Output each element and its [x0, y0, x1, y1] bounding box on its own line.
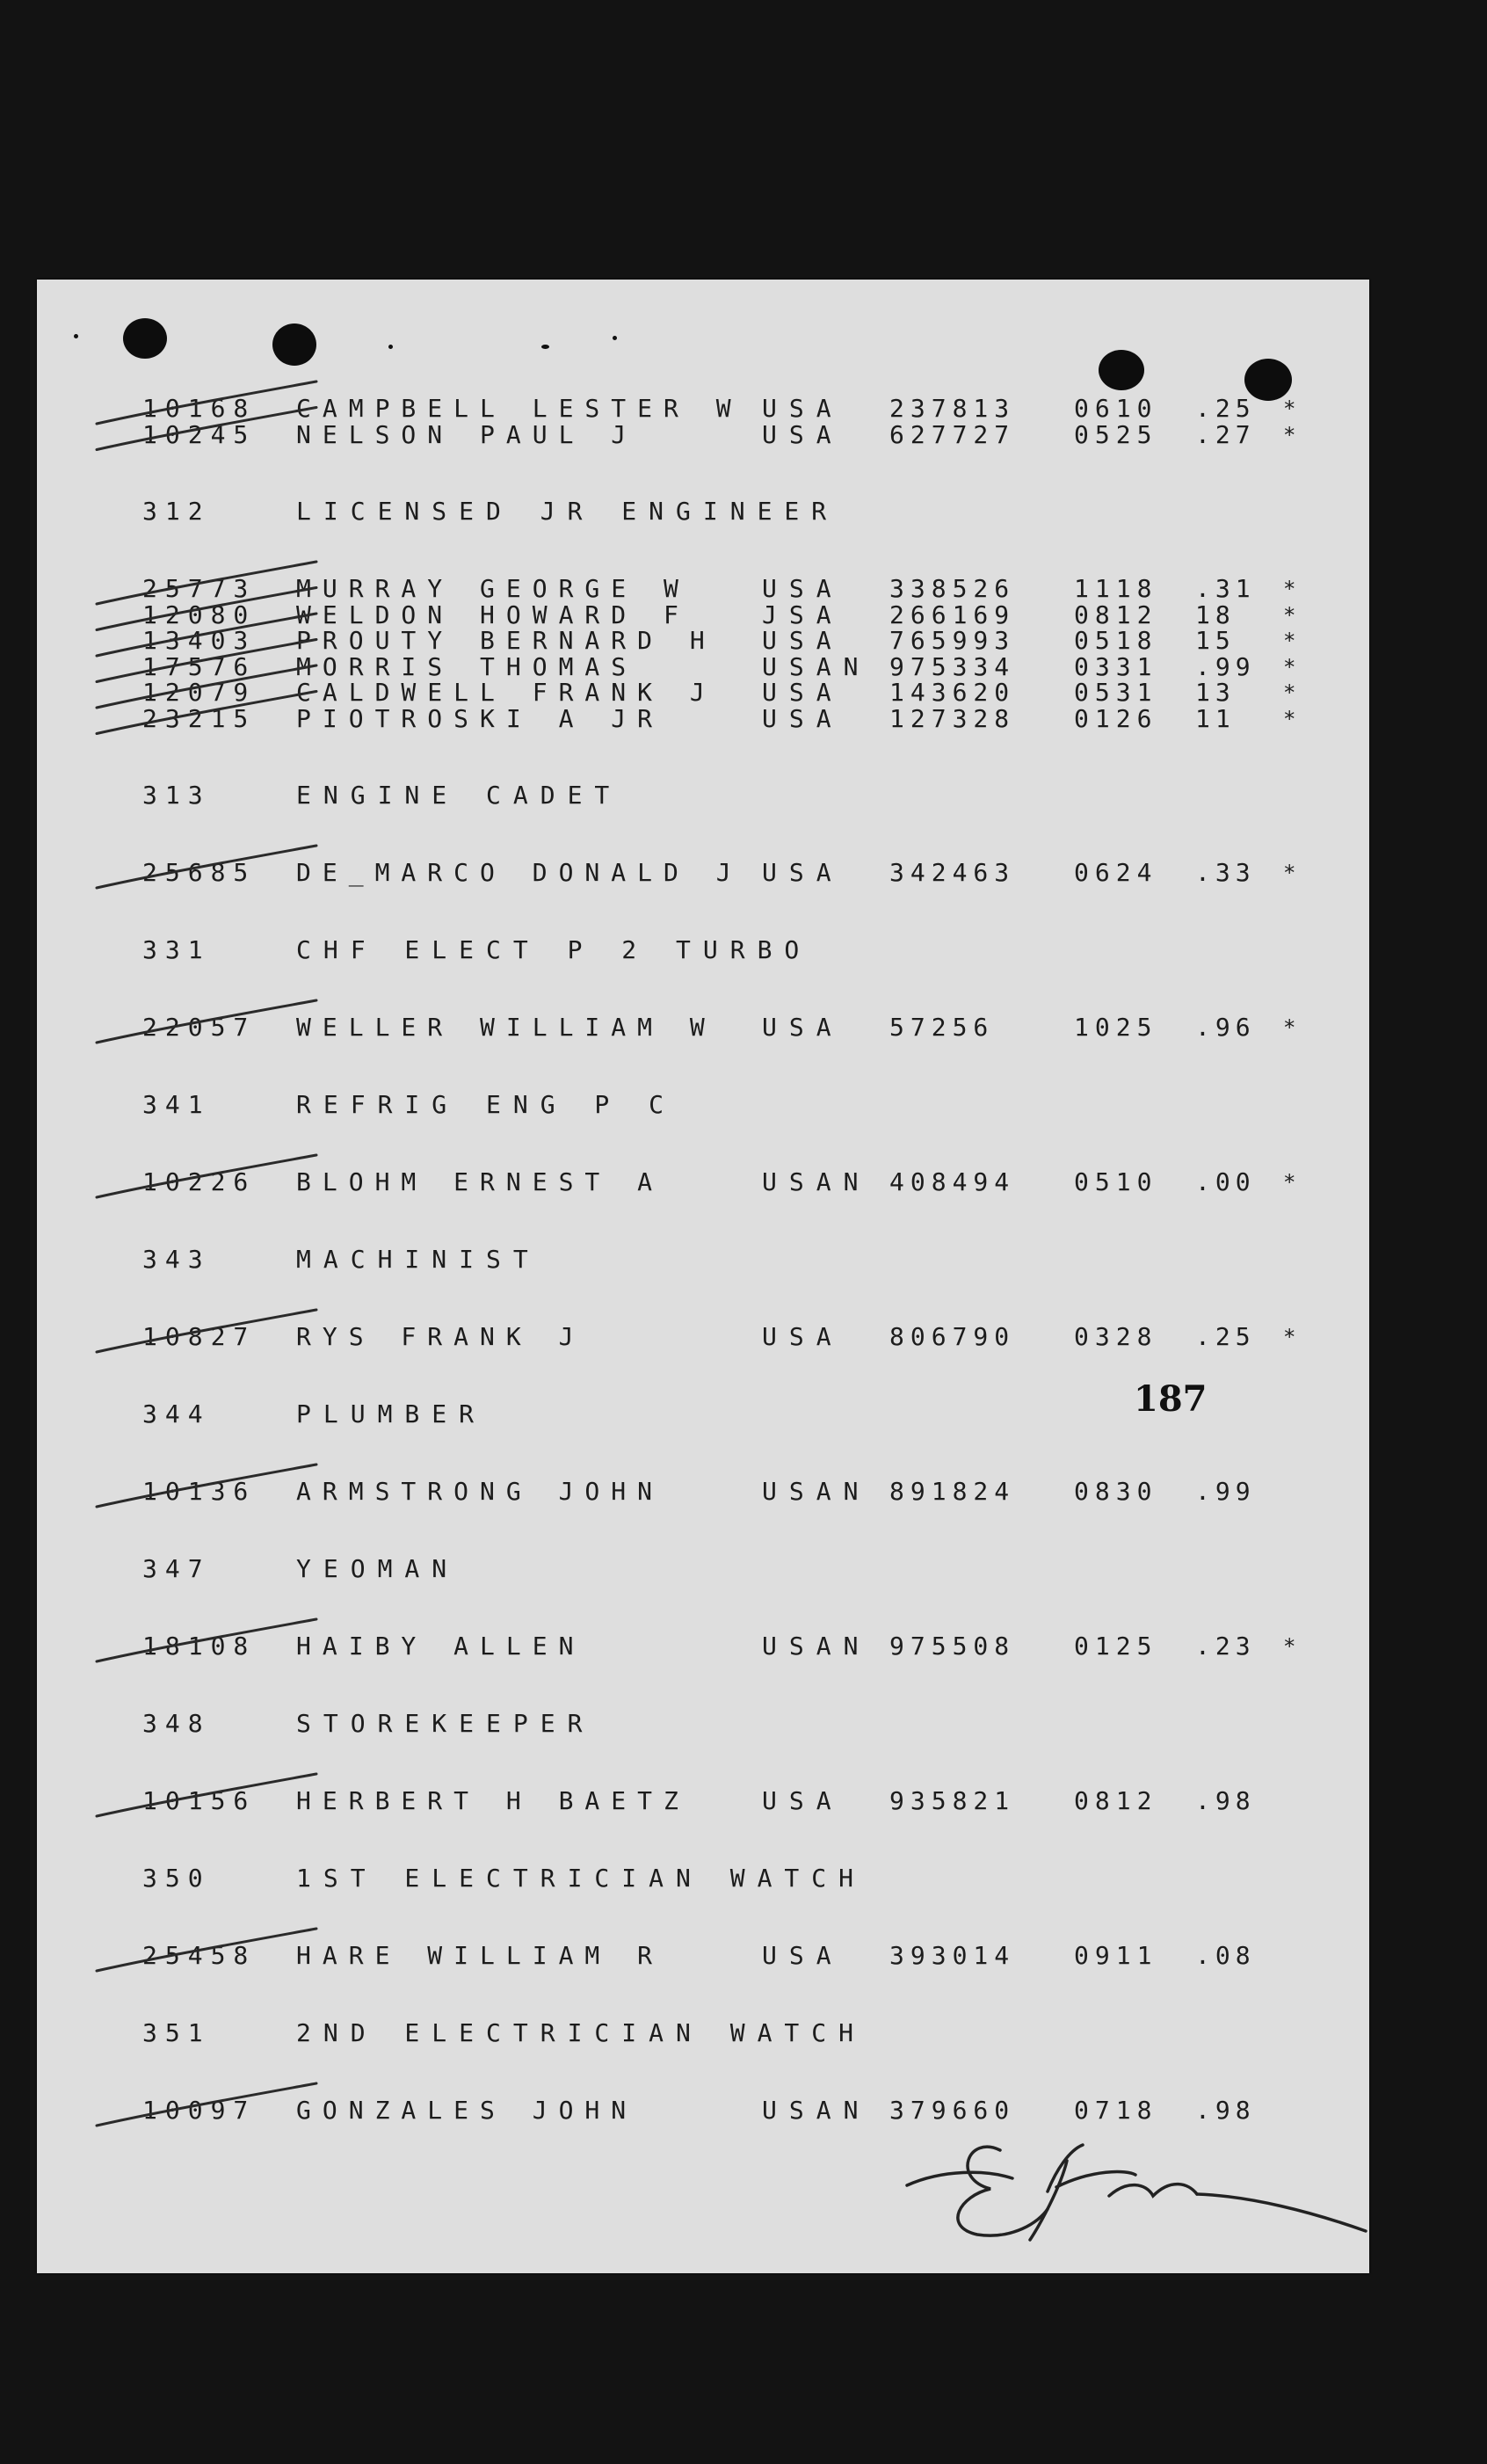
person-name: NELSON PAUL J: [296, 419, 638, 449]
date-code: 0812: [1074, 600, 1158, 629]
page-number: 187: [1134, 1378, 1208, 1420]
record-number: 10136: [142, 1477, 257, 1506]
serial-number: 935821: [889, 1786, 1016, 1815]
group-title: ENGINE CADET: [296, 781, 622, 810]
record-number: 13403: [142, 626, 257, 655]
date-code: 0518: [1074, 626, 1158, 655]
record-number: 25685: [142, 858, 257, 887]
weight-value: .96: [1195, 1013, 1256, 1042]
person-name: RYS FRANK J: [296, 1322, 585, 1351]
record-number: 10245: [142, 419, 257, 449]
weight-value: .23: [1195, 1632, 1256, 1661]
weight-value: .08: [1195, 1941, 1256, 1970]
weight-value: .31: [1195, 574, 1256, 603]
serial-number: 237813: [889, 394, 1016, 423]
person-name: HARE WILLIAM R: [296, 1941, 664, 1970]
check-mark: [97, 588, 316, 630]
serial-number: 379660: [889, 2096, 1016, 2125]
citizenship-code: USA: [762, 678, 844, 707]
date-code: 0328: [1074, 1322, 1158, 1351]
flag-mark: *: [1283, 706, 1296, 731]
person-name: WELLER WILLIAM W: [296, 1013, 716, 1042]
serial-number: 338526: [889, 574, 1016, 603]
record-number: 25773: [142, 574, 257, 603]
citizenship-code: USAN: [762, 1167, 871, 1196]
citizenship-code: USA: [762, 419, 844, 449]
citizenship-code: USA: [762, 1013, 844, 1042]
weight-value: .99: [1195, 1477, 1256, 1506]
group-code: 350: [142, 1864, 211, 1893]
citizenship-code: USA: [762, 394, 844, 423]
weight-value: 11: [1195, 703, 1236, 733]
serial-number: 143620: [889, 678, 1016, 707]
check-mark: [97, 1465, 316, 1507]
flag-mark: *: [1283, 1015, 1296, 1040]
flag-mark: *: [1283, 1325, 1296, 1349]
weight-value: .27: [1195, 419, 1256, 449]
record-number: 12079: [142, 678, 257, 707]
date-code: 0610: [1074, 394, 1158, 423]
record-number: 10226: [142, 1167, 257, 1196]
record-number: 10827: [142, 1322, 257, 1351]
record-number: 25458: [142, 1941, 257, 1970]
group-code: 312: [142, 497, 211, 526]
group-code: 341: [142, 1090, 211, 1119]
serial-number: 266169: [889, 600, 1016, 629]
group-title: MACHINIST: [296, 1245, 540, 1274]
serial-number: 975334: [889, 651, 1016, 681]
serial-number: 806790: [889, 1322, 1016, 1351]
check-mark: [97, 1929, 316, 1971]
handwritten-marks: [37, 280, 1369, 2273]
person-name: MORRIS THOMAS: [296, 651, 638, 681]
weight-value: .33: [1195, 858, 1256, 887]
record-number: 10168: [142, 394, 257, 423]
check-mark: [97, 1000, 316, 1043]
date-code: 0510: [1074, 1167, 1158, 1196]
group-code: 347: [142, 1554, 211, 1583]
group-title: STOREKEEPER: [296, 1709, 595, 1738]
record-number: 23215: [142, 703, 257, 733]
citizenship-code: USAN: [762, 1632, 871, 1661]
person-name: CAMPBELL LESTER W: [296, 394, 743, 423]
person-name: DE_MARCO DONALD J: [296, 858, 743, 887]
person-name: MURRAY GEORGE W: [296, 574, 690, 603]
date-code: 0525: [1074, 419, 1158, 449]
flag-mark: *: [1283, 396, 1296, 421]
person-name: ARMSTRONG JOHN: [296, 1477, 664, 1506]
weight-value: .98: [1195, 2096, 1256, 2125]
date-code: 0624: [1074, 858, 1158, 887]
citizenship-code: USA: [762, 574, 844, 603]
group-code: 331: [142, 935, 211, 964]
document-page: [37, 280, 1369, 2273]
group-code: 344: [142, 1399, 211, 1428]
check-mark: [97, 562, 316, 604]
check-mark: [97, 846, 316, 888]
date-code: 0830: [1074, 1477, 1158, 1506]
weight-value: .00: [1195, 1167, 1256, 1196]
flag-mark: *: [1283, 577, 1296, 601]
date-code: 0331: [1074, 651, 1158, 681]
flag-mark: *: [1283, 602, 1296, 628]
record-number: 17576: [142, 651, 257, 681]
weight-value: .25: [1195, 1322, 1256, 1351]
person-name: PIOTROSKI A JR: [296, 703, 664, 733]
weight-value: .99: [1195, 651, 1256, 681]
record-number: 10156: [142, 1786, 257, 1815]
serial-number: 765993: [889, 626, 1016, 655]
signature-image: [907, 2145, 1366, 2240]
serial-number: 627727: [889, 419, 1016, 449]
group-title: PLUMBER: [296, 1399, 487, 1428]
serial-number: 975508: [889, 1632, 1016, 1661]
citizenship-code: USAN: [762, 1477, 871, 1506]
weight-value: 15: [1195, 626, 1236, 655]
citizenship-code: USA: [762, 703, 844, 733]
serial-number: 342463: [889, 858, 1016, 887]
check-mark: [97, 665, 316, 708]
serial-number: 408494: [889, 1167, 1016, 1196]
check-mark: [97, 692, 316, 734]
flag-mark: *: [1283, 654, 1296, 680]
group-code: 348: [142, 1709, 211, 1738]
citizenship-code: USA: [762, 1941, 844, 1970]
check-mark: [97, 1310, 316, 1352]
citizenship-code: USA: [762, 626, 844, 655]
person-name: HAIBY ALLEN: [296, 1632, 585, 1661]
date-code: 0718: [1074, 2096, 1158, 2125]
flag-mark: *: [1283, 629, 1296, 653]
serial-number: 891824: [889, 1477, 1016, 1506]
date-code: 0531: [1074, 678, 1158, 707]
weight-value: 18: [1195, 600, 1236, 629]
person-name: HERBERT H BAETZ: [296, 1786, 690, 1815]
record-number: 18108: [142, 1632, 257, 1661]
citizenship-code: USAN: [762, 651, 871, 681]
group-title: REFRIG ENG P C: [296, 1090, 677, 1119]
date-code: 0812: [1074, 1786, 1158, 1815]
record-number: 10097: [142, 2096, 257, 2125]
date-code: 1118: [1074, 574, 1158, 603]
check-mark: [97, 382, 316, 424]
date-code: 0126: [1074, 703, 1158, 733]
flag-mark: *: [1283, 1634, 1296, 1659]
serial-number: 127328: [889, 703, 1016, 733]
weight-value: .98: [1195, 1786, 1256, 1815]
check-mark: [97, 614, 316, 656]
group-title: LICENSED JR ENGINEER: [296, 497, 839, 526]
citizenship-code: JSA: [762, 600, 844, 629]
record-number: 12080: [142, 600, 257, 629]
date-code: 0911: [1074, 1941, 1158, 1970]
weight-value: .25: [1195, 394, 1256, 423]
check-mark: [97, 640, 316, 682]
person-name: BLOHM ERNEST A: [296, 1167, 664, 1196]
date-code: 1025: [1074, 1013, 1158, 1042]
citizenship-code: USA: [762, 1786, 844, 1815]
flag-mark: *: [1283, 1170, 1296, 1195]
check-mark: [97, 2083, 316, 2126]
flag-mark: *: [1283, 680, 1296, 705]
group-code: 343: [142, 1245, 211, 1274]
check-mark: [97, 408, 316, 450]
check-mark: [97, 1619, 316, 1661]
person-name: WELDON HOWARD F: [296, 600, 690, 629]
date-code: 0125: [1074, 1632, 1158, 1661]
person-name: GONZALES JOHN: [296, 2096, 638, 2125]
serial-number: 57256: [889, 1013, 995, 1042]
person-name: PROUTY BERNARD H: [296, 626, 716, 655]
group-title: 1ST ELECTRICIAN WATCH: [296, 1864, 867, 1893]
group-title: YEOMAN: [296, 1554, 460, 1583]
check-mark: [97, 1155, 316, 1197]
flag-mark: *: [1283, 861, 1296, 885]
group-code: 313: [142, 781, 211, 810]
group-code: 351: [142, 2018, 211, 2047]
serial-number: 393014: [889, 1941, 1016, 1970]
record-number: 22057: [142, 1013, 257, 1042]
flag-mark: *: [1283, 422, 1296, 447]
weight-value: 13: [1195, 678, 1236, 707]
citizenship-code: USA: [762, 1322, 844, 1351]
check-mark: [97, 1774, 316, 1816]
citizenship-code: USAN: [762, 2096, 871, 2125]
person-name: CALDWELL FRANK J: [296, 678, 716, 707]
citizenship-code: USA: [762, 858, 844, 887]
group-title: CHF ELECT P 2 TURBO: [296, 935, 812, 964]
group-title: 2ND ELECTRICIAN WATCH: [296, 2018, 867, 2047]
